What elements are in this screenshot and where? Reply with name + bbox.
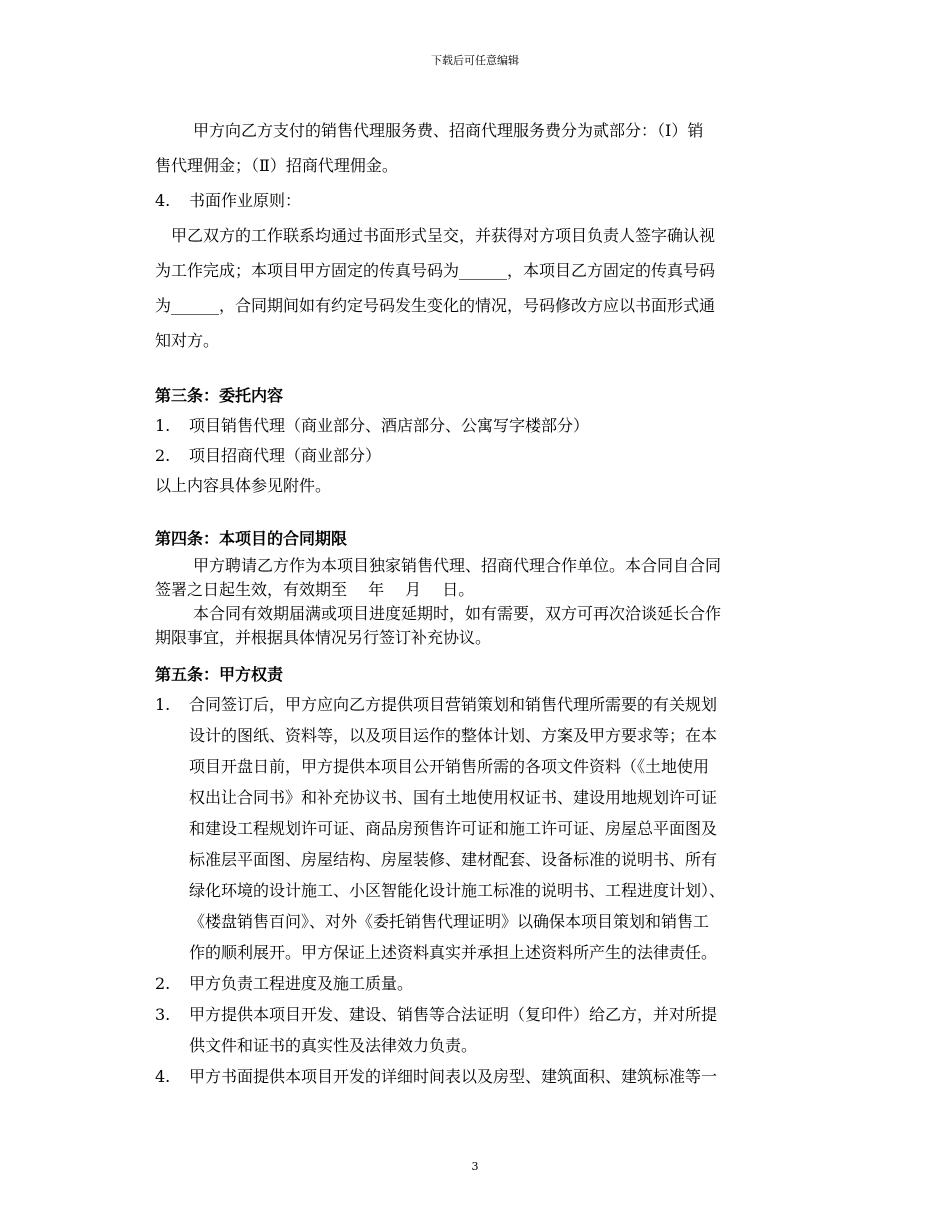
list-number: 3. bbox=[155, 1005, 171, 1024]
list-item bbox=[155, 1061, 815, 1092]
section-heading: 第三条：委托内容 bbox=[155, 386, 284, 405]
list-text: 甲方负责工程进度及施工质量。 bbox=[189, 974, 414, 993]
list-number: 1. bbox=[155, 416, 171, 435]
paragraph-line: 标准层平面图、房屋结构、房屋装修、建材配套、设备标准的说明书、所有 bbox=[189, 850, 718, 869]
paragraph-line: 项目开盘日前，甲方提供本项目公开销售所需的各项文件资料（《土地使用 bbox=[189, 757, 710, 776]
list-item bbox=[155, 183, 815, 218]
paragraph-line: 售代理佣金；（Ⅱ）招商代理佣金。 bbox=[155, 156, 398, 175]
paragraph-line: 为______，合同期间如有约定号码发生变化的情况，号码修改方应以书面形式通 bbox=[155, 296, 716, 315]
paragraph-line: 合同签订后，甲方应向乙方提供项目营销策划和销售代理所需要的有关规划 bbox=[189, 695, 718, 714]
paragraph-line: 和建设工程规划许可证、商品房预售许可证和施工许可证、房屋总平面图及 bbox=[189, 819, 718, 838]
paragraph-line: 以上内容具体参见附件。 bbox=[155, 476, 332, 495]
list-item bbox=[155, 690, 815, 968]
paragraph-line: 知对方。 bbox=[155, 331, 220, 350]
list-number: 2. bbox=[155, 446, 171, 465]
list-text: 书面作业原则： bbox=[189, 191, 302, 210]
paragraph-line: 权出让合同书》和补充协议书、国有土地使用权证书、建设用地规划许可证 bbox=[189, 788, 718, 807]
paragraph-line: 作的顺利展开。甲方保证上述资料真实并承担上述资料所产生的法律责任。 bbox=[189, 943, 718, 962]
section-heading: 第四条：本项目的合同期限 bbox=[155, 529, 348, 548]
list-item bbox=[155, 411, 815, 441]
paragraph-line: 为工作完成；本项目甲方固定的传真号码为______，本项目乙方固定的传真号码 bbox=[155, 261, 716, 280]
list-text: 项目销售代理（商业部分、酒店部分、公寓写字楼部分） bbox=[189, 416, 590, 435]
list-item bbox=[155, 441, 815, 471]
paragraph-line: 设计的图纸、资料等，以及项目运作的整体计划、方案及甲方要求等；在本 bbox=[189, 726, 718, 745]
paragraph-line: 绿化环境的设计施工、小区智能化设计施工标准的说明书、工程进度计划）、 bbox=[189, 881, 726, 900]
paragraph-line: 本合同有效期届满或项目进度延期时，如有需要，双方可再次洽谈延长合作 bbox=[193, 604, 722, 623]
list-text: 甲方书面提供本项目开发的详细时间表以及房型、建筑面积、建筑标准等一 bbox=[189, 1067, 718, 1086]
paragraph-line: 甲乙双方的工作联系均通过书面形式呈交，并获得对方项目负责人签字确认视 bbox=[171, 226, 716, 245]
paragraph-line: 供文件和证书的真实性及法律效力负责。 bbox=[189, 1036, 478, 1055]
paragraph-line: 签署之日起生效，有效期至 年 月 日。 bbox=[155, 580, 475, 599]
page-header: 下载后可任意编辑 bbox=[431, 54, 519, 67]
page-number: 3 bbox=[471, 1160, 479, 1173]
paragraph-line: 甲方聘请乙方作为本项目独家销售代理、招商代理合作单位。本合同自合同 bbox=[193, 556, 722, 575]
document-body bbox=[155, 113, 815, 1092]
paragraph-line: 期限事宜，并根据具体情况另行签订补充协议。 bbox=[155, 628, 492, 647]
list-number: 2. bbox=[155, 974, 171, 993]
list-item bbox=[155, 968, 815, 999]
paragraph-line: 《楼盘销售百问》、对外《委托销售代理证明》以确保本项目策划和销售工 bbox=[189, 912, 710, 931]
list-number: 4. bbox=[155, 1067, 171, 1086]
paragraph-line: 甲方向乙方支付的销售代理服务费、招商代理服务费分为贰部分：（Ⅰ）销 bbox=[193, 121, 704, 140]
list-number: 1. bbox=[155, 695, 171, 714]
list-text: 项目招商代理（商业部分） bbox=[189, 446, 382, 465]
list-item bbox=[155, 999, 815, 1061]
list-number: 4. bbox=[155, 191, 171, 210]
paragraph-line: 甲方提供本项目开发、建设、销售等合法证明（复印件）给乙方，并对所提 bbox=[189, 1005, 718, 1024]
section-heading: 第五条：甲方权责 bbox=[155, 665, 284, 684]
